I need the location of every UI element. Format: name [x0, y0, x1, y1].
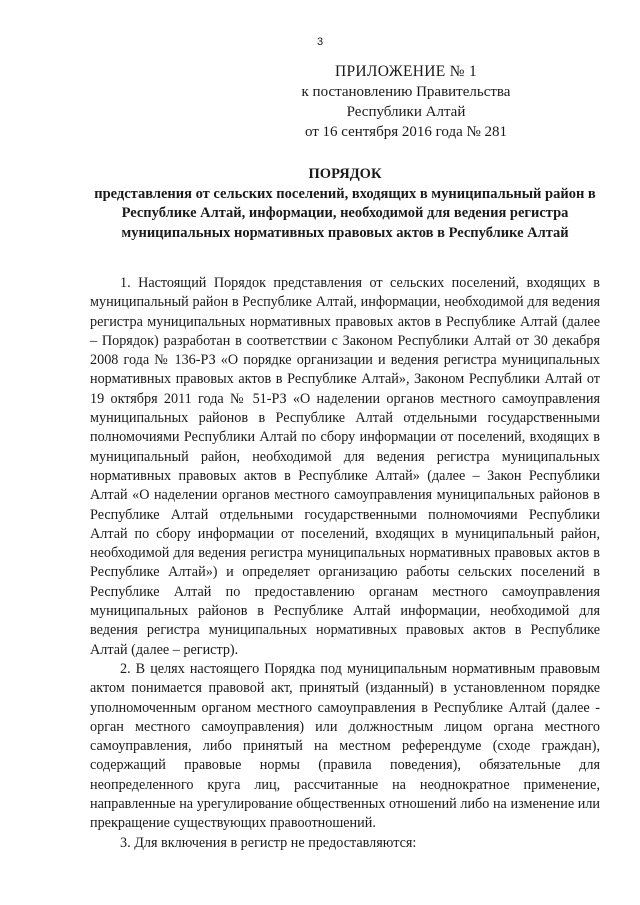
- page-number: 3: [316, 36, 324, 48]
- appendix-line-2: Республики Алтай: [346, 104, 466, 120]
- appendix-line-3: от 16 сентября 2016 года № 281: [304, 124, 508, 140]
- appendix-title: ПРИЛОЖЕНИЕ № 1: [334, 63, 478, 80]
- paragraph-1: 1. Настоящий Порядок представления от сельских поселений, входящих в муниципальный район в Республике Алтай, информации, необходимой для ведения регистра муниципальных нормативных правовых актов в Республике Алтай (далее – Порядок) разработан в соответствии с Законом Республики Алтай от 30 декабря 2008 года № 136-РЗ «О порядке организации и ведения регистра муниципальных нормативных правовых актов в Республике Алтай», Законом Республики Алтай от 19 октября 2011 года № 51-РЗ «О наделении органов местного самоуправления муниципальных районов в Республике Алтай отдельными государственными полномочиями Республики Алтай по сбору информации от поселений, входящих в муниципальный район, необходимой для ведения регистра муниципальных нормативных правовых актов в Республике Алтай» (далее – Закон Республики Алтай «О наделении органов местного самоуправления муниципальных районов в Республике Алтай отдельными государственными полномочиями Республики Алтай по сбору информации от поселений, входящих в муниципальный район, необходимой для ведения регистра муниципальных нормативных правовых актов в Республике Алтай») и определяет организацию работы сельских поселений в Республике Алтай по предоставлению органам местного самоуправления муниципальных районов в Республике Алтай информации, необходимой для ведения регистра муниципальных нормативных правовых актов в Республике Алтай (далее – регистр).: [90, 275, 600, 658]
- document-heading: [90, 165, 600, 243]
- appendix-line-1: к постановлению Правительства: [301, 84, 511, 100]
- heading-title: ПОРЯДОК: [308, 166, 382, 182]
- paragraph-2: 2. В целях настоящего Порядка под муниципальным нормативным правовым актом понимается правовой акт, принятый (изданный) в установленном порядке уполномоченным органом местного самоуправления в Республике Алтай (далее - орган местного самоуправления) или должностным лицом органа местного самоуправления, либо принятый на местном референдуме (сходе граждан), содержащий правовые нормы (правила поведения), обязательные для неопределенного круга лиц, рассчитанные на неоднократное применение, направленные на урегулирование общественных отношений либо на изменение или прекращение существующих правоотношений.: [90, 660, 600, 832]
- paragraph-3: 3. Для включения в регистр не предоставляются:: [120, 834, 417, 851]
- appendix-block: [256, 62, 556, 142]
- document-body: [90, 274, 600, 853]
- heading-subtitle: представления от сельских поселений, входящих в муниципальный район в Республике Алтай, информации, необходимой для ведения регистра муниципальных нормативных правовых актов в Республике Алтай: [94, 185, 596, 241]
